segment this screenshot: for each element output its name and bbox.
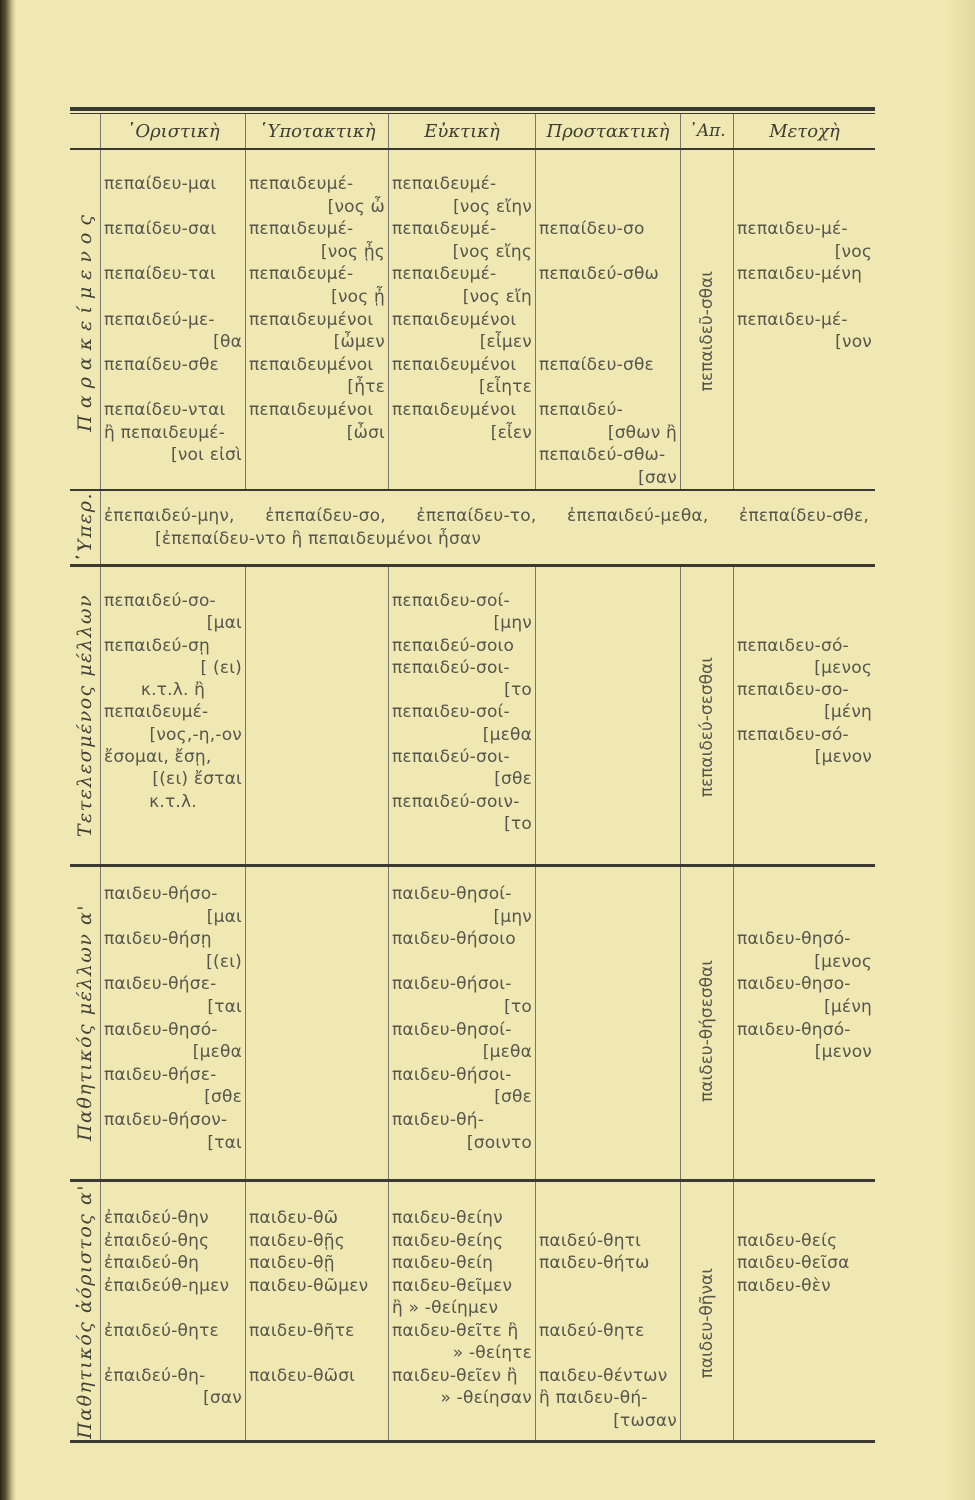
cell-line — [389, 951, 535, 974]
cell-line: παιδευ-θήσε- — [104, 974, 217, 995]
cell-line: [νον — [835, 332, 872, 353]
cell-line: παιδευ-θεῖμεν — [392, 1275, 513, 1296]
cell-line: ἢ » -θείημεν — [392, 1298, 499, 1318]
cell-line: παιδευ-θείης — [392, 1230, 504, 1251]
cell-line: πεπαιδεύ-σοι- — [392, 747, 510, 768]
cell-line: πεπαιδευ-σοί- — [392, 591, 510, 611]
cell-line: [ται — [207, 1132, 242, 1153]
row-label — [70, 150, 100, 489]
cell-line: [μαι — [206, 613, 242, 634]
cell-line: [σθων ἢ — [607, 422, 677, 443]
oristiki-cell — [100, 867, 245, 1179]
cell-line: ἐπαιδεύ-θη- — [104, 1365, 206, 1386]
cell-line: πεπαίδευ-νται — [104, 399, 226, 420]
cell-line: ἢ παιδευ-θή- — [539, 1388, 648, 1408]
row-label-text: Τετελεσμένος μέλλων — [74, 593, 96, 838]
cell-line — [536, 1342, 680, 1365]
cell-line — [536, 196, 680, 219]
header-metochi: Μετοχὴ — [733, 114, 875, 148]
cell-line — [734, 906, 875, 929]
cell-line: [το — [504, 680, 532, 701]
row-label — [70, 491, 100, 564]
cell-line: [σαν — [203, 1388, 242, 1408]
cell-line: [μένη — [824, 996, 872, 1017]
prostaktiki-cell — [535, 1182, 680, 1440]
cell-line: [σθε — [204, 1087, 242, 1108]
table-header — [70, 114, 875, 148]
cell-line: παιδευ-θήσον- — [104, 1109, 228, 1130]
cell-line: [νος ὦ — [327, 196, 385, 217]
cell-line — [101, 241, 245, 264]
cell-line — [536, 241, 680, 264]
euktiki-cell — [388, 867, 535, 1179]
cell-line: πεπαιδευ-σοί- — [392, 702, 510, 723]
cell-line: [μην — [493, 613, 532, 634]
cell-line: πεπαιδεύ-σθω- — [539, 445, 666, 466]
cell-line: πεπαιδευμέ- — [249, 264, 354, 285]
cell-line: [ (ει) — [200, 657, 242, 678]
section-hyper — [70, 491, 875, 564]
cell-line: παιδευ-θῶσι — [249, 1365, 356, 1386]
cell-line: [μένη — [824, 702, 872, 723]
cell-line: πεπαιδευμένοι — [392, 354, 517, 375]
cell-line: πεπαιδευμένοι — [249, 354, 374, 375]
cell-line: παιδευ-θησό- — [104, 1019, 218, 1040]
cell-line: παιδευ-θεῖτε ἢ — [392, 1320, 519, 1341]
metochi-cell — [733, 567, 875, 864]
cell-line: πεπαίδευ-σθε — [104, 354, 219, 375]
oristiki-cell — [100, 567, 245, 864]
cell-line: παιδευ-θήτω — [539, 1253, 650, 1273]
apar-text: παιδευ-θήσεσθαι — [697, 959, 717, 1103]
cell-line: παιδευ-θῆτε — [249, 1320, 355, 1341]
row-label-text: Παθητικός ἀόριστος α' — [74, 1183, 96, 1439]
cell-line: πεπαιδευμένοι — [249, 309, 374, 330]
cell-line: πεπαιδευ-μένη — [737, 264, 863, 285]
row-label — [70, 567, 100, 864]
row-label-text: Παθητικός μέλλων α' — [74, 904, 96, 1142]
apar-cell — [680, 150, 733, 489]
cell-line — [536, 331, 680, 354]
cell-line — [536, 173, 680, 196]
cell-line: [σθε — [494, 769, 532, 790]
euktiki-cell — [388, 1182, 535, 1440]
cell-line — [734, 883, 875, 906]
cell-line: [το — [504, 996, 532, 1017]
cell-line: πεπαιδεύ-σοι- — [392, 657, 510, 678]
cell-line: [μαι — [206, 906, 242, 927]
cell-line: παιδευ-θῶ — [249, 1208, 339, 1228]
cell-line: [νος εἴη — [462, 286, 532, 307]
cell-line: παιδευ-θησοί- — [392, 884, 512, 904]
cell-line: [μην — [493, 906, 532, 927]
cell-line — [536, 1207, 680, 1230]
cell-line: παιδευ-θεῖσα — [737, 1253, 850, 1273]
cell-line: πεπαιδευμέ- — [392, 219, 497, 240]
cell-line: [εἶεν — [490, 422, 532, 443]
cell-line: ἐπαιδεύ-θης — [104, 1230, 210, 1251]
cell-line: [νοι εἰσὶ — [171, 445, 242, 466]
cell-line: [εἶητε — [479, 377, 532, 398]
cell-line: κ.τ.λ. ἢ — [140, 680, 206, 701]
cell-line: πεπαιδευμέ- — [104, 702, 209, 723]
cell-line: ἢ πεπαιδευμέ- — [104, 422, 225, 443]
cell-line: παιδευ-θῇς — [249, 1230, 345, 1251]
page-edge-shade — [945, 0, 975, 1500]
cell-line: παιδευ-θησό- — [737, 1019, 851, 1040]
cell-line: κ.τ.λ. — [149, 791, 197, 812]
cell-line: [ὦμεν — [333, 332, 385, 353]
metochi-cell — [733, 150, 875, 489]
row-label — [70, 1182, 100, 1440]
header-euktiki: Εὐκτικὴ — [388, 114, 535, 148]
cell-line: [το — [504, 813, 532, 834]
cell-line: παιδευ-θήσῃ — [104, 929, 212, 950]
row-label-text: ῾Υπερ. — [74, 492, 96, 563]
ypotaktiki-cell — [245, 150, 388, 489]
cell-line: [ἦτε — [347, 377, 385, 398]
cell-line: [σαν — [638, 467, 677, 488]
cell-line — [536, 1275, 680, 1298]
cell-line: πεπαιδεύ-σῃ — [104, 635, 210, 656]
cell-line: πεπαιδευ-μέ- — [737, 219, 848, 240]
apar-text: πεπαιδεῦ-σθαι — [697, 270, 717, 392]
header-apar: ᾿Απ. — [680, 114, 733, 148]
cell-line: παιδευ-θήσοιο — [392, 929, 516, 950]
oristiki-cell — [100, 1182, 245, 1440]
header-oristiki: ῾Οριστικὴ — [100, 114, 245, 148]
row-label — [70, 867, 100, 1179]
cell-line: πεπαιδευμένοι — [249, 399, 374, 420]
cell-line: παιδευ-θεῖεν ἢ — [392, 1365, 518, 1386]
row-label-text: Παρακείμενος — [74, 207, 96, 432]
cell-line — [734, 286, 875, 309]
ypotaktiki-cell — [245, 567, 388, 864]
cell-line: παιδευ-θησό- — [737, 929, 851, 950]
cell-line: [μεθα — [482, 1042, 532, 1063]
cell-line: [νος εἴης — [452, 241, 532, 262]
cell-line — [734, 1207, 875, 1230]
euktiki-cell — [388, 567, 535, 864]
euktiki-cell — [388, 150, 535, 489]
cell-line: παιδευ-θῶμεν — [249, 1275, 369, 1296]
section-tetelesmenos-mellon — [70, 567, 875, 864]
cell-line: [σοιντο — [466, 1132, 532, 1153]
metochi-cell — [733, 867, 875, 1179]
cell-line — [246, 1297, 388, 1320]
cell-line: πεπαιδεύ-σοιο — [392, 635, 515, 656]
section-pathitikos-aoristos — [70, 1182, 875, 1440]
cell-line: πεπαιδευμένοι — [392, 309, 517, 330]
cell-line: ἐπαιδεύ-θητε — [104, 1320, 219, 1341]
cell-line: παιδευ-θέντων — [539, 1365, 668, 1386]
cell-line: παιδευ-θείην — [392, 1208, 503, 1228]
cell-line — [734, 590, 875, 612]
cell-line: παιδευ-θήσοι- — [392, 974, 512, 995]
cell-line: παιδευ-θή- — [392, 1109, 485, 1130]
book-binding-edge — [0, 0, 16, 1500]
cell-line — [101, 376, 245, 399]
cell-line: [ὦσι — [346, 422, 385, 443]
cell-line — [536, 309, 680, 332]
table-bottom-rule — [70, 1440, 875, 1443]
cell-line: [νος εἴην — [453, 196, 532, 217]
cell-line: ἐπαιδεύ-θην — [104, 1208, 209, 1228]
cell-line: παιδευ-θείη — [392, 1253, 494, 1273]
cell-line: [νος ᾖ — [331, 286, 385, 307]
cell-line: παιδεύ-θητε — [539, 1320, 645, 1341]
prostaktiki-cell — [535, 867, 680, 1179]
ypotaktiki-cell — [245, 867, 388, 1179]
section-parakeimenos — [70, 150, 875, 489]
cell-line: παιδευ-θησο- — [737, 974, 851, 995]
cell-line: [ται — [207, 996, 242, 1017]
cell-line: » -θείησαν — [440, 1388, 532, 1408]
cell-line: πεπαιδευ-μέ- — [737, 309, 848, 330]
cell-line: [μεθα — [482, 724, 532, 745]
cell-line: παιδευ-θείς — [737, 1230, 838, 1251]
cell-line: [μενον — [814, 747, 872, 768]
cell-line: [νος ᾖς — [320, 241, 385, 262]
table-top-rule — [70, 107, 875, 111]
cell-line: πεπαιδευ-σό- — [737, 635, 849, 656]
cell-line — [536, 1297, 680, 1320]
cell-line: [θα — [213, 332, 242, 353]
cell-line: πεπαιδευμέ- — [249, 174, 354, 194]
cell-line: πεπαίδευ-σθε — [539, 354, 654, 375]
cell-line: πεπαιδεύ-σοιν- — [392, 791, 520, 812]
cell-line: [μενος — [814, 657, 872, 678]
cell-line: [μεθα — [192, 1042, 242, 1063]
cell-line: πεπαιδευμέ- — [392, 264, 497, 285]
apar-text: παιδευ-θῆναι — [697, 1268, 717, 1379]
cell-line — [734, 173, 875, 196]
header-corner — [70, 114, 100, 148]
cell-line: πεπαιδευ-σό- — [737, 724, 849, 745]
cell-line: πεπαίδευ-σο — [539, 219, 645, 240]
prostaktiki-cell — [535, 150, 680, 489]
cell-line: παιδευ-θήσοι- — [392, 1064, 512, 1085]
cell-line: [(ει) — [206, 951, 242, 972]
cell-line: ἔσομαι, ἔσῃ, — [104, 747, 212, 768]
cell-line: πεπαιδεύ-με- — [104, 309, 215, 330]
cell-line: παιδευ-θήσε- — [104, 1064, 217, 1085]
section-pathitikos-mellon — [70, 867, 875, 1179]
header-ypotaktiki: ῾Υποτακτικὴ — [245, 114, 388, 148]
cell-line: παιδευ-θῇ — [249, 1253, 335, 1273]
cell-line — [101, 1297, 245, 1320]
cell-line: ἐπαιδεύθ-ημεν — [104, 1275, 230, 1296]
cell-line: πεπαιδευμέ- — [249, 219, 354, 240]
cell-line — [536, 376, 680, 399]
cell-line: [νος,-η,-ον — [149, 724, 242, 745]
cell-line — [734, 196, 875, 219]
cell-line: παιδευ-θήσο- — [104, 884, 218, 904]
cell-line: » -θείητε — [452, 1343, 532, 1363]
cell-line: παιδεύ-θητι — [539, 1230, 642, 1251]
cell-line: [τωσαν — [613, 1410, 677, 1431]
cell-line: παιδευ-θησοί- — [392, 1019, 512, 1040]
cell-line: παιδευ-θὲν — [737, 1275, 831, 1296]
oristiki-cell — [100, 150, 245, 489]
hyper-line: [ἐπεπαίδευ-ντο ἢ πεπαιδευμένοι ἦσαν — [155, 529, 482, 549]
apar-cell — [680, 1182, 733, 1440]
cell-line: [νος — [834, 241, 872, 262]
cell-line: πεπαιδεύ-σθω — [539, 264, 659, 285]
cell-line: πεπαιδευ-σο- — [737, 680, 849, 701]
cell-line: πεπαιδεύ-σο- — [104, 591, 216, 611]
metochi-cell — [733, 1182, 875, 1440]
apar-cell — [680, 867, 733, 1179]
cell-line: ἐπαιδεύ-θη — [104, 1253, 200, 1273]
cell-line — [101, 286, 245, 309]
cell-line — [246, 1342, 388, 1365]
cell-line: [(ει) ἔσται — [152, 769, 242, 790]
cell-line — [101, 1342, 245, 1365]
hyper-line: ἐπεπαιδεύ-μην, ἐπεπαίδευ-σο, ἐπεπαίδευ-το, ἐπεπαιδεύ-μεθα, ἐπεπαίδευ-σθε, — [104, 506, 869, 526]
cell-line: πεπαίδευ-ται — [104, 264, 216, 285]
cell-line — [536, 286, 680, 309]
cell-line — [101, 196, 245, 219]
apar-cell — [680, 567, 733, 864]
cell-line: [σθε — [494, 1087, 532, 1108]
cell-line: πεπαίδευ-μαι — [104, 174, 217, 194]
cell-line — [734, 612, 875, 634]
cell-line: [εἶμεν — [479, 332, 532, 353]
prostaktiki-cell — [535, 567, 680, 864]
cell-line: πεπαιδευμένοι — [392, 399, 517, 420]
ypotaktiki-cell — [245, 1182, 388, 1440]
apar-text: πεπαιδεύ-σεσθαι — [697, 656, 717, 798]
cell-line: πεπαιδεύ- — [539, 399, 623, 420]
cell-line: πεπαιδευμέ- — [392, 174, 497, 194]
hyper-cell — [100, 491, 875, 564]
cell-line: πεπαίδευ-σαι — [104, 219, 217, 240]
header-prostaktiki: Προστακτικὴ — [535, 114, 680, 148]
cell-line: [μενον — [814, 1042, 872, 1063]
cell-line: [μενος — [814, 951, 872, 972]
